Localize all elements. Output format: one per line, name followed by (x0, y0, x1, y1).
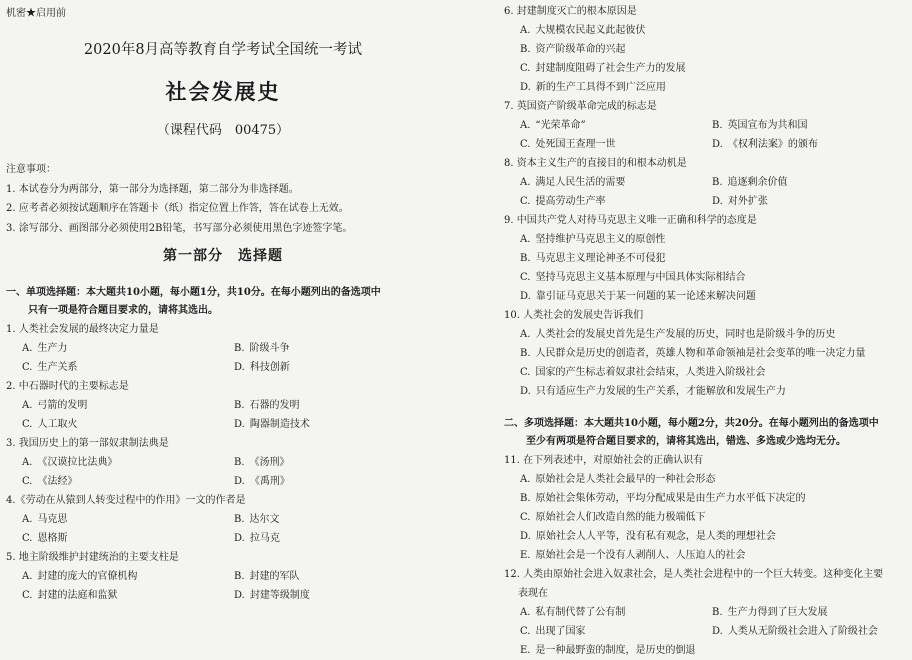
option-text: 对外扩张 (727, 196, 768, 207)
option-key: B. (234, 457, 245, 468)
option (520, 116, 712, 135)
question-stem: 3. 我国历史上的第一部奴隶制法典是 (6, 438, 169, 449)
option-text: 原始社会是一个没有人剥削人、人压迫人的社会 (535, 550, 746, 561)
course-code: （课程代码 00475） (156, 123, 290, 138)
option (234, 472, 446, 491)
option (520, 470, 904, 489)
option-text: “光荣革命” (535, 120, 586, 131)
option-key: B. (234, 514, 245, 525)
option-key: D. (520, 386, 531, 397)
option-key: B. (234, 400, 245, 411)
option (520, 325, 904, 344)
option (520, 192, 712, 211)
option-text: 科技创新 (249, 362, 290, 373)
option-key: D. (520, 82, 531, 93)
option-key: C. (22, 590, 33, 601)
notes-title: 注意事项： (6, 164, 56, 175)
option (520, 489, 904, 508)
option-key: A. (520, 120, 531, 131)
option-text: 人工取火 (37, 419, 78, 430)
option-key: C. (22, 533, 33, 544)
question-stem: 2. 中石器时代的主要标志是 (6, 381, 129, 392)
option-text: 阶级斗争 (249, 343, 290, 354)
section-one-line1: 一、单项选择题：本大题共10小题，每小题1分，共10分。在每小题列出的备选项中 (6, 287, 381, 298)
question (6, 377, 446, 434)
option-key: A. (520, 177, 531, 188)
note-item: 3. 涂写部分、画图部分必须使用2B铅笔，书写部分必须使用黑色字迹签字笔。 (6, 222, 353, 234)
option-key: B. (712, 120, 723, 131)
option-list (504, 21, 904, 97)
option-key: A. (520, 474, 531, 485)
option-list (6, 396, 446, 434)
option-text: 封建制度阻碍了社会生产力的发展 (535, 63, 686, 74)
option-text: 处死国王查理一世 (535, 139, 616, 150)
option (22, 586, 234, 605)
question-stem: 9. 中国共产党人对待马克思主义唯一正确和科学的态度是 (504, 215, 757, 226)
option-key: A. (22, 457, 33, 468)
option-key: C. (520, 63, 531, 74)
option-key: C. (520, 626, 531, 637)
question-stem: 11. 在下列表述中，对原始社会的正确认识有 (504, 455, 704, 466)
option-text: 弓箭的发明 (37, 400, 88, 411)
option-list-extra (504, 641, 904, 660)
option (520, 546, 904, 565)
option-text: 生产力得到了巨大发展 (727, 607, 828, 618)
option-text: 石器的发明 (249, 400, 300, 411)
confidential-mark: 机密★启用前 (6, 8, 66, 19)
option-key: D. (712, 196, 723, 207)
option (520, 508, 904, 527)
notes-block (6, 160, 352, 238)
option-key: C. (520, 139, 531, 150)
option-text: 私有制代替了公有制 (535, 607, 626, 618)
option-text: 《禹刑》 (249, 476, 290, 487)
option-text: 国家的产生标志着奴隶社会结束，人类进入阶级社会 (535, 367, 766, 378)
option (234, 358, 446, 377)
option (520, 268, 904, 287)
option-key: A. (22, 514, 33, 525)
question (504, 451, 904, 565)
question-stem: 6. 封建制度灭亡的根本原因是 (504, 6, 637, 17)
option-key: D. (520, 531, 531, 542)
option-text: 新的生产工具得不到广泛应用 (535, 82, 666, 93)
option-list (504, 230, 904, 306)
option-text: 马克思主义理论神圣不可侵犯 (535, 253, 666, 264)
question (504, 2, 904, 97)
question (6, 320, 446, 377)
option-key: C. (520, 196, 531, 207)
option (520, 287, 904, 306)
option-text: 《法经》 (37, 476, 78, 487)
option-text: 靠引证马克思关于某一问题的某一论述来解决问题 (535, 291, 756, 302)
option-text: 《权利法案》的颁布 (727, 139, 818, 150)
option-key: A. (22, 400, 33, 411)
question (504, 211, 904, 306)
option (234, 453, 446, 472)
question (504, 97, 904, 154)
option (520, 382, 904, 401)
question (6, 491, 446, 548)
option-key: C. (520, 367, 531, 378)
option-key: D. (234, 362, 245, 373)
option-text: 原始社会人们改造自然的能力极端低下 (535, 512, 706, 523)
section-two-line1: 二、多项选择题：本大题共10小题，每小题2分，共20分。在每小题列出的备选项中 (504, 418, 879, 429)
option-key: E. (520, 550, 531, 561)
question-stem-cont: 表现在 (518, 588, 548, 599)
option-key: A. (520, 234, 531, 245)
option (520, 527, 904, 546)
question-stem: 10. 人类社会的发展史告诉我们 (504, 310, 644, 321)
option-text: 恩格斯 (37, 533, 68, 544)
option (234, 567, 446, 586)
option-key: C. (22, 362, 33, 373)
option-text: 原始社会是人类社会最早的一种社会形态 (535, 474, 716, 485)
option-key: A. (22, 343, 33, 354)
option (712, 622, 904, 641)
option (712, 116, 904, 135)
option-list (6, 510, 446, 548)
option-key: B. (520, 44, 531, 55)
option-text: 陶器制造技术 (249, 419, 310, 430)
option-list (6, 339, 446, 377)
option-key: B. (520, 493, 531, 504)
option (520, 641, 904, 660)
option (520, 173, 712, 192)
option (234, 339, 446, 358)
option-text: 提高劳动生产率 (535, 196, 606, 207)
option-text: 英国宣布为共和国 (727, 120, 808, 131)
option-text: 只有适应生产力发展的生产关系，才能解放和发展生产力 (535, 386, 786, 397)
option-key: C. (22, 419, 33, 430)
option-text: 人民群众是历史的创造者，英雄人物和革命领袖是社会变革的唯一决定力量 (535, 348, 866, 359)
option (234, 415, 446, 434)
option-key: B. (712, 177, 723, 188)
option-text: 原始社会集体劳动，平均分配成果是由生产力水平低下决定的 (535, 493, 806, 504)
option-text: 封建的法庭和监狱 (37, 590, 118, 601)
option-text: 生产关系 (37, 362, 78, 373)
option (22, 415, 234, 434)
option (712, 192, 904, 211)
option (22, 358, 234, 377)
option (520, 622, 712, 641)
note-item: 1. 本试卷分为两部分，第一部分为选择题，第二部分为非选择题。 (6, 183, 299, 195)
option (234, 586, 446, 605)
option-key: B. (712, 607, 723, 618)
option-key: D. (712, 626, 723, 637)
left-column (6, 284, 446, 605)
question-list-left (6, 320, 446, 605)
exam-title: 2020年8月高等教育自学考试全国统一考试 (83, 42, 363, 58)
option (520, 249, 904, 268)
option (22, 567, 234, 586)
option-list (6, 453, 446, 491)
option-list (504, 116, 904, 154)
option-text: 《汉谟拉比法典》 (37, 457, 118, 468)
option-list (504, 325, 904, 401)
option-text: 坚持马克思主义基本原理与中国具体实际相结合 (535, 272, 746, 283)
option (520, 135, 712, 154)
option-list (504, 603, 904, 641)
option-text: 封建等级制度 (249, 590, 310, 601)
option (22, 529, 234, 548)
option (22, 453, 234, 472)
option-text: 资产阶级革命的兴起 (535, 44, 626, 55)
option (234, 510, 446, 529)
option-text: 达尔文 (249, 514, 280, 525)
option (712, 173, 904, 192)
section-one-heading (6, 284, 446, 320)
option-key: D. (520, 291, 531, 302)
option (520, 21, 904, 40)
option (22, 510, 234, 529)
option-key: D. (234, 533, 245, 544)
option-text: 封建的军队 (249, 571, 300, 582)
option (712, 135, 904, 154)
option-text: 生产力 (37, 343, 68, 354)
option-text: 坚持维护马克思主义的原创性 (535, 234, 666, 245)
subject-title: 社会发展史 (165, 79, 281, 104)
option (234, 529, 446, 548)
option-text: 人类社会的发展史首先是生产发展的历史，同时也是阶级斗争的历史 (535, 329, 836, 340)
question (6, 548, 446, 605)
option-key: A. (520, 607, 531, 618)
option (22, 472, 234, 491)
question (504, 565, 904, 660)
note-item: 2. 应考者必须按试题顺序在答题卡（纸）指定位置上作答，答在试卷上无效。 (6, 203, 349, 214)
right-column (504, 2, 904, 660)
option-text: 大规模农民起义此起彼伏 (535, 25, 646, 36)
option-key: A. (520, 25, 531, 36)
option-key: B. (234, 343, 245, 354)
question (504, 306, 904, 401)
option-text: 《汤刑》 (249, 457, 290, 468)
option-key: A. (520, 329, 531, 340)
option (520, 363, 904, 382)
option-text: 马克思 (37, 514, 68, 525)
option-text: 拉马克 (249, 533, 280, 544)
option (712, 603, 904, 622)
option-text: 满足人民生活的需要 (535, 177, 626, 188)
part-one-title: 第一部分 选择题 (163, 248, 283, 264)
option (520, 59, 904, 78)
option-key: C. (520, 272, 531, 283)
question-stem: 7. 英国资产阶级革命完成的标志是 (504, 101, 657, 112)
option-text: 原始社会人人平等，没有私有观念，是人类的理想社会 (535, 531, 776, 542)
option (520, 40, 904, 59)
option-text: 封建的庞大的官僚机构 (37, 571, 138, 582)
option (520, 78, 904, 97)
option-list (6, 567, 446, 605)
question-stem: 12. 人类由原始社会进入奴隶社会，是人类社会进程中的一个巨大转变。这种变化主要 (504, 569, 884, 580)
option-key: C. (520, 512, 531, 523)
option (22, 339, 234, 358)
option-text: 追逐剩余价值 (727, 177, 788, 188)
question (6, 434, 446, 491)
option-key: D. (234, 476, 245, 487)
option-key: D. (234, 419, 245, 430)
option-key: B. (520, 253, 531, 264)
question-list-right (504, 2, 904, 401)
option-list (504, 173, 904, 211)
option-text: 人类从无阶级社会进入了阶级社会 (727, 626, 878, 637)
option (520, 603, 712, 622)
section-two-heading (504, 415, 904, 451)
question-stem: 1. 人类社会发展的最终决定力量是 (6, 324, 159, 335)
option-key: D. (234, 590, 245, 601)
option-key: B. (234, 571, 245, 582)
question-stem: 5. 地主阶级维护封建统治的主要支柱是 (6, 552, 179, 563)
option (520, 344, 904, 363)
question-stem: 4.《劳动在从猿到人转变过程中的作用》一文的作者是 (6, 495, 246, 506)
question-stem: 8. 资本主义生产的直接目的和根本动机是 (504, 158, 687, 169)
option-text: 是一种最野蛮的制度，是历史的倒退 (535, 645, 696, 656)
option-key: C. (22, 476, 33, 487)
option (520, 230, 904, 249)
question-list-multi (504, 451, 904, 660)
section-two-line2: 至少有两项是符合题目要求的，请将其选出，错选、多选或少选均无分。 (526, 436, 846, 447)
option-key: B. (520, 348, 531, 359)
option-key: E. (520, 645, 531, 656)
option-key: D. (712, 139, 723, 150)
option-key: A. (22, 571, 33, 582)
option-text: 出现了国家 (535, 626, 586, 637)
option (234, 396, 446, 415)
section-one-line2: 只有一项是符合题目要求的，请将其选出。 (28, 305, 218, 316)
option-list (504, 470, 904, 565)
question (504, 154, 904, 211)
option (22, 396, 234, 415)
